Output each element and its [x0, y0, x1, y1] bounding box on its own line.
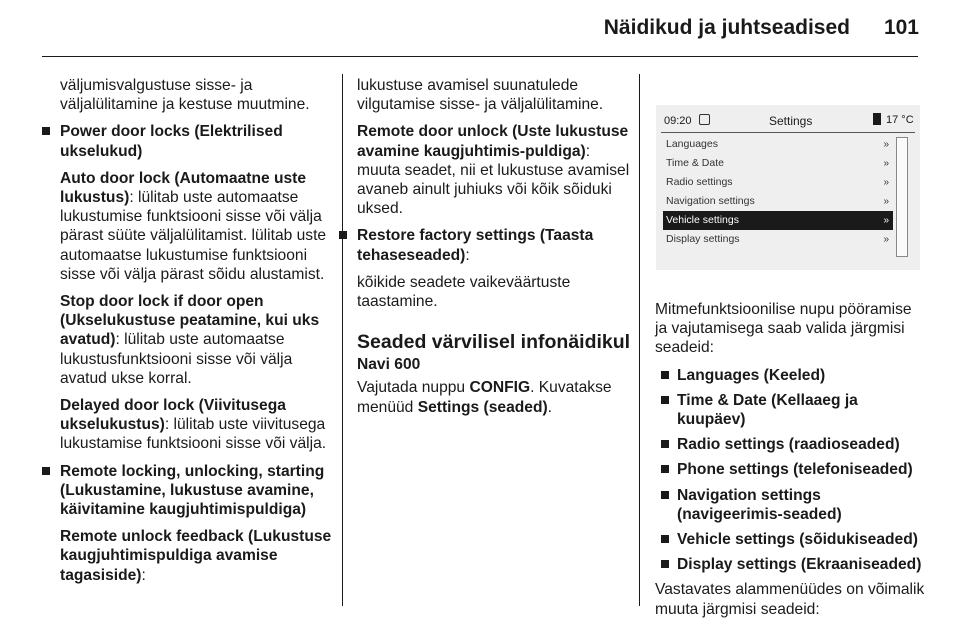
- settings-list-label: Time & Date (Kellaaeg ja kuupäev): [677, 391, 858, 429]
- screen-menu-label: Time & Date: [666, 157, 724, 169]
- bullet-square-icon: [42, 127, 50, 135]
- remote-feedback-colon: :: [141, 566, 146, 584]
- settings-list-item: [659, 530, 929, 549]
- delayed-door-lock-title: Delayed door lock (Viivitusega ukselukustus): [60, 397, 286, 434]
- bullet-square-icon: [661, 465, 669, 473]
- restore-text: kõikide seadete vaikeväärtuste taastamine.: [357, 273, 571, 311]
- auto-door-lock-para: [60, 169, 332, 284]
- bullet-square-icon: [661, 371, 669, 379]
- config-button-name: CONFIG: [469, 379, 531, 397]
- page-title: Näidikud ja juhtseadised: [603, 16, 850, 39]
- column-1: [60, 76, 332, 593]
- auto-door-lock-title: Auto door lock (Automaatne uste lukustus): [60, 169, 307, 207]
- bullet-square-icon: [661, 440, 669, 448]
- col3-intro: Mitmefunktsioonilise nupu pööramise ja vajutamisega saab valida järgmisi seadeid:: [655, 301, 912, 357]
- screen-title: Settings: [769, 114, 813, 128]
- page-header: [0, 14, 960, 54]
- column-divider-2: [639, 74, 640, 606]
- stop-door-lock-title: Stop door lock if door open (Ukselukustuse peatamine, kui uks avatud): [60, 293, 320, 349]
- settings-list-label: Radio settings (raadioseaded): [677, 436, 900, 454]
- config-text-a: Vajutada nuppu: [357, 379, 470, 397]
- chevron-right-icon: »: [883, 196, 889, 207]
- settings-list-item: [659, 555, 929, 574]
- header-rule: [42, 56, 918, 57]
- screen-status-bar: [661, 109, 915, 131]
- phone-battery-icon: [873, 113, 881, 125]
- remote-feedback-title: Remote unlock feedback (Lukustuse kaugjuhtimispuldiga avamise tagasiside): [60, 528, 332, 584]
- bullet-restore-factory: [339, 226, 633, 264]
- bullet-title: Restore factory settings (Taasta tehaseseaded): [357, 227, 594, 264]
- chevron-right-icon: »: [883, 215, 889, 226]
- config-para: [357, 378, 633, 416]
- remote-door-unlock-title: Remote door unlock (Uste lukustuse avamine kaugjuhtimis-puldiga): [357, 123, 629, 160]
- settings-list-item: [659, 486, 929, 524]
- bullet-square-icon: [661, 560, 669, 568]
- screen-temperature: 17 °C: [886, 114, 914, 126]
- bullet-remote-locking: [42, 462, 332, 520]
- delayed-door-lock-para: [60, 396, 332, 454]
- bullet-title: Power door locks (Elektrilised ukselukud): [60, 123, 283, 160]
- screen-menu-label: Vehicle settings: [666, 214, 739, 226]
- screen-menu-label: Navigation settings: [666, 195, 755, 207]
- bullet-square-icon: [339, 231, 347, 239]
- settings-list-item: [659, 460, 929, 479]
- col2-intro: lukustuse avamisel suunatulede vilgutamise sisse- ja väljalülitamine.: [357, 77, 604, 114]
- delayed-door-lock-text: : lülitab uste viivitusega lukustamise funktsiooni sisse või välja.: [60, 416, 327, 453]
- remote-door-unlock-text: : muuta seadet, nii et lukustuse avamisel avaneb ainult juhiuks või kõik sõiduki uksed.: [357, 142, 630, 218]
- restore-colon: :: [465, 246, 470, 264]
- settings-list-label: Phone settings (telefoniseaded): [677, 461, 913, 479]
- stop-door-lock-para: [60, 292, 332, 388]
- screen-menu-label: Languages: [666, 138, 718, 150]
- screen-time: 09:20: [664, 115, 692, 127]
- clock-icon: [699, 114, 710, 125]
- settings-list-label: Vehicle settings (sõidukiseaded): [677, 531, 918, 549]
- stop-door-lock-text: : lülitab uste automaatse lukustusfunktsiooni sisse või välja avatud ukse korral.: [60, 331, 293, 387]
- settings-list-label: Languages (Keeled): [677, 366, 826, 384]
- subsection-heading: Navi 600: [357, 356, 421, 374]
- screen-menu-label: Display settings: [666, 233, 740, 245]
- chevron-right-icon: »: [883, 139, 889, 150]
- screen-divider: [661, 132, 915, 133]
- section-heading: Seaded värvilisel infonäidikul: [357, 331, 631, 354]
- column-divider-1: [342, 74, 343, 606]
- bullet-square-icon: [661, 491, 669, 499]
- screen-menu-label: Radio settings: [666, 176, 733, 188]
- screen-menu-item: [663, 173, 893, 192]
- screen-menu-item: [663, 135, 893, 154]
- remote-feedback-para: [60, 527, 332, 585]
- column-2: [357, 76, 633, 425]
- config-text-b: . Kuvatakse menüüd: [357, 379, 612, 416]
- column-3: [655, 300, 925, 627]
- page-number: 101: [883, 16, 919, 39]
- bullet-title: Remote locking, unlocking, starting (Lukustamine, lukustuse avamine, käivitamine kaugjuhtimispuldiga): [60, 462, 325, 519]
- screen-menu-item: [663, 154, 893, 173]
- bullet-square-icon: [42, 467, 50, 475]
- settings-menu-name: Settings (seaded): [417, 398, 548, 416]
- col3-outro: Vastavates alammenüüdes on võimalik muuta järgmisi seadeid:: [655, 581, 925, 618]
- bullet-square-icon: [661, 535, 669, 543]
- chevron-right-icon: »: [883, 234, 889, 245]
- settings-screen-illustration: [656, 105, 920, 270]
- screen-menu-item: [663, 230, 893, 249]
- screen-scrollbar: [896, 137, 908, 257]
- bullet-power-door-locks: [42, 122, 332, 160]
- auto-door-lock-text: : lülitab uste automaatse lukustumise funktsiooni sisse või välja pärast süüte väljalülitamist. lülitab uste automaatse lukustumise funktsiooni sisse või välja pärast sõidu alustamist.: [60, 189, 327, 283]
- screen-menu-item-selected: [663, 211, 893, 230]
- bullet-square-icon: [661, 396, 669, 404]
- settings-list-label: Display settings (Ekraaniseaded): [677, 556, 922, 574]
- col1-intro: väljumisvalgustuse sisse- ja väljalülitamine ja kestuse muutmine.: [60, 77, 310, 114]
- screen-menu-item: [663, 192, 893, 211]
- settings-list-item: [659, 435, 929, 454]
- remote-door-unlock-para: [357, 122, 633, 218]
- chevron-right-icon: »: [883, 158, 889, 169]
- screen-menu-list: [663, 135, 893, 249]
- settings-list-item: [659, 366, 929, 385]
- chevron-right-icon: »: [883, 177, 889, 188]
- config-text-c: .: [547, 398, 553, 416]
- settings-list-item: [659, 391, 929, 429]
- settings-list-label: Navigation settings (navigeerimis-seaded): [677, 486, 842, 523]
